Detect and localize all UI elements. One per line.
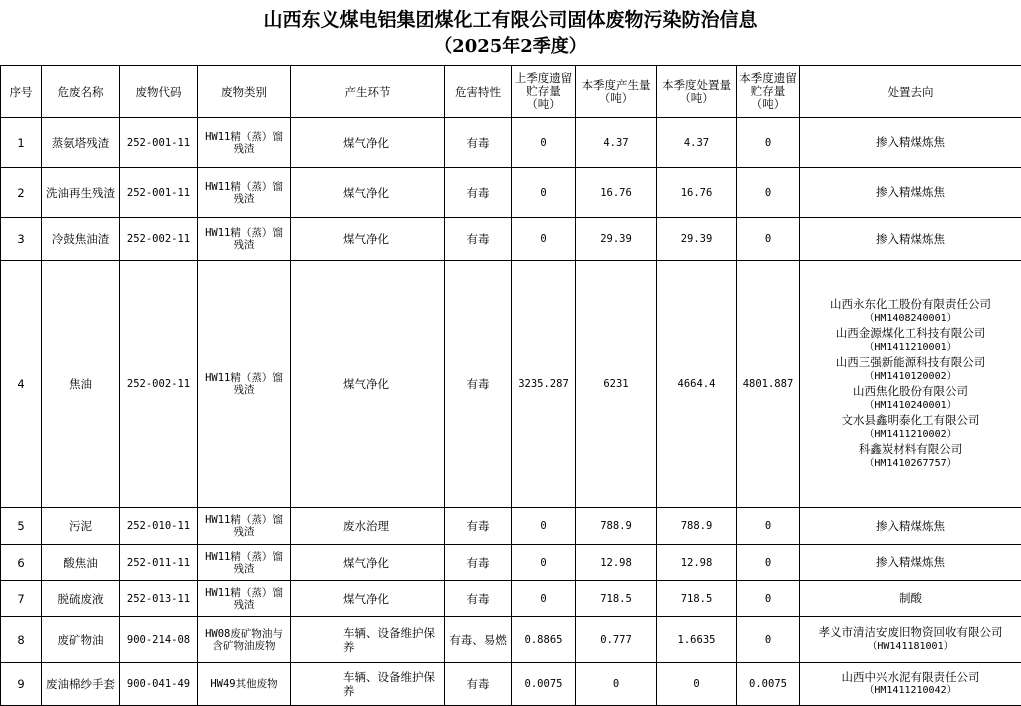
cell-no: 7	[1, 581, 42, 617]
cell-hazard: 有毒	[445, 581, 512, 617]
cell-hazard: 有毒	[445, 545, 512, 581]
cell-process: 煤气净化	[291, 168, 445, 218]
destination-name: 掺入精煤炼焦	[876, 135, 945, 150]
destination-name: 山西永东化工股份有限责任公司	[830, 297, 991, 311]
cell-stock: 0	[737, 168, 800, 218]
cell-destination	[800, 545, 1021, 581]
page-subtitle: （2025年2季度）	[434, 36, 587, 57]
cell-hazard: 有毒	[445, 663, 512, 706]
table-row	[1, 118, 1021, 168]
cell-code: 252-002-11	[120, 261, 198, 508]
cell-stock: 4801.887	[737, 261, 800, 508]
cell-destination	[800, 261, 1021, 508]
cell-prev-stock: 0.0075	[512, 663, 576, 706]
cell-process: 废水治理	[291, 508, 445, 545]
cell-disposed: 1.6635	[657, 617, 737, 663]
cell-produced: 718.5	[576, 581, 657, 617]
cell-process: 煤气净化	[291, 118, 445, 168]
cell-no: 2	[1, 168, 42, 218]
table-row	[1, 261, 1021, 508]
cell-category: HW49其他废物	[198, 663, 291, 706]
cell-no: 1	[1, 118, 42, 168]
cell-code: 252-011-11	[120, 545, 198, 581]
cell-hazard: 有毒	[445, 218, 512, 261]
cell-category: HW08废矿物油与含矿物油废物	[198, 617, 291, 663]
cell-name: 冷鼓焦油渣	[42, 218, 120, 261]
table-row	[1, 545, 1021, 581]
cell-hazard: 有毒	[445, 118, 512, 168]
waste-table	[0, 65, 1021, 706]
cell-process: 车辆、设备维护保养	[291, 663, 445, 706]
cell-produced: 788.9	[576, 508, 657, 545]
header-disposed: 本季度处置量（吨）	[657, 66, 737, 118]
header-hazard: 危害特性	[445, 66, 512, 118]
cell-produced: 0.777	[576, 617, 657, 663]
table-row	[1, 663, 1021, 706]
cell-code: 900-041-49	[120, 663, 198, 706]
cell-destination	[800, 508, 1021, 545]
cell-prev-stock: 0	[512, 118, 576, 168]
cell-produced: 29.39	[576, 218, 657, 261]
cell-disposed: 4.37	[657, 118, 737, 168]
cell-destination	[800, 218, 1021, 261]
cell-no: 6	[1, 545, 42, 581]
destination-license-code: （HM1410240001）	[864, 399, 957, 411]
destination-license-code: （HM1411210042）	[864, 685, 957, 696]
destination-name: 掺入精煤炼焦	[876, 185, 945, 200]
page-title: 山西东义煤电铝集团煤化工有限公司固体废物污染防治信息	[263, 9, 758, 31]
cell-code: 252-002-11	[120, 218, 198, 261]
destination-license-code: （HM1410120002）	[864, 370, 957, 382]
cell-name: 焦油	[42, 261, 120, 508]
table-row	[1, 508, 1021, 545]
cell-code: 252-010-11	[120, 508, 198, 545]
cell-code: 252-001-11	[120, 118, 198, 168]
cell-no: 3	[1, 218, 42, 261]
cell-stock: 0	[737, 118, 800, 168]
cell-category: HW11精（蒸）馏残渣	[198, 118, 291, 168]
cell-destination	[800, 581, 1021, 617]
cell-produced: 6231	[576, 261, 657, 508]
header-destination: 处置去向	[800, 66, 1021, 118]
cell-name: 污泥	[42, 508, 120, 545]
destination-license-code: （HM1411210001）	[864, 341, 957, 353]
cell-hazard: 有毒	[445, 168, 512, 218]
cell-stock: 0.0075	[737, 663, 800, 706]
header-produced: 本季度产生量（吨）	[576, 66, 657, 118]
header-process: 产生环节	[291, 66, 445, 118]
cell-prev-stock: 0	[512, 581, 576, 617]
cell-category: HW11精（蒸）馏残渣	[198, 581, 291, 617]
cell-prev-stock: 3235.287	[512, 261, 576, 508]
destination-name: 掺入精煤炼焦	[876, 231, 945, 246]
cell-category: HW11精（蒸）馏残渣	[198, 168, 291, 218]
table-body	[1, 118, 1021, 706]
cell-no: 4	[1, 261, 42, 508]
header-prev-stock: 上季度遗留贮存量（吨）	[512, 66, 576, 118]
cell-name: 废矿物油	[42, 617, 120, 663]
destination-name: 山西三强新能源科技有限公司	[835, 355, 986, 369]
title-block	[0, 0, 1021, 64]
cell-hazard: 有毒、易燃	[445, 617, 512, 663]
cell-disposed: 29.39	[657, 218, 737, 261]
header-name: 危废名称	[42, 66, 120, 118]
cell-name: 酸焦油	[42, 545, 120, 581]
cell-prev-stock: 0	[512, 508, 576, 545]
destination-name: 山西中兴水泥有限责任公司	[841, 669, 980, 684]
cell-no: 9	[1, 663, 42, 706]
destination-name: 掺入精煤炼焦	[876, 555, 945, 570]
cell-category: HW11精（蒸）馏残渣	[198, 508, 291, 545]
cell-stock: 0	[737, 617, 800, 663]
header-row	[1, 66, 1021, 118]
table-row	[1, 617, 1021, 663]
cell-prev-stock: 0	[512, 545, 576, 581]
destination-name: 制酸	[899, 591, 922, 606]
cell-produced: 0	[576, 663, 657, 706]
table-row	[1, 168, 1021, 218]
cell-name: 洗油再生残渣	[42, 168, 120, 218]
cell-stock: 0	[737, 545, 800, 581]
cell-produced: 16.76	[576, 168, 657, 218]
cell-category: HW11精（蒸）馏残渣	[198, 545, 291, 581]
cell-stock: 0	[737, 218, 800, 261]
cell-produced: 4.37	[576, 118, 657, 168]
destination-name: 科鑫炭材料有限公司	[858, 442, 963, 456]
cell-process: 煤气净化	[291, 581, 445, 617]
cell-destination	[800, 118, 1021, 168]
cell-process: 煤气净化	[291, 261, 445, 508]
destination-license-code: （HW141181001）	[867, 640, 954, 652]
cell-no: 8	[1, 617, 42, 663]
cell-hazard: 有毒	[445, 508, 512, 545]
table-row	[1, 581, 1021, 617]
cell-process: 煤气净化	[291, 218, 445, 261]
cell-prev-stock: 0	[512, 168, 576, 218]
cell-disposed: 718.5	[657, 581, 737, 617]
cell-disposed: 4664.4	[657, 261, 737, 508]
cell-disposed: 12.98	[657, 545, 737, 581]
cell-produced: 12.98	[576, 545, 657, 581]
destination-license-code: （HM1411210002）	[864, 428, 957, 440]
cell-disposed: 0	[657, 663, 737, 706]
cell-category: HW11精（蒸）馏残渣	[198, 218, 291, 261]
cell-code: 252-013-11	[120, 581, 198, 617]
destination-name: 山西焦化股份有限公司	[853, 384, 968, 398]
cell-destination	[800, 168, 1021, 218]
cell-disposed: 16.76	[657, 168, 737, 218]
cell-category: HW11精（蒸）馏残渣	[198, 261, 291, 508]
cell-name: 蒸氨塔残渣	[42, 118, 120, 168]
cell-destination	[800, 663, 1021, 706]
cell-destination	[800, 617, 1021, 663]
cell-disposed: 788.9	[657, 508, 737, 545]
cell-prev-stock: 0.8865	[512, 617, 576, 663]
destination-name: 掺入精煤炼焦	[876, 518, 945, 533]
destination-name: 孝义市清洁安废旧物资回收有限公司	[818, 625, 1003, 639]
destination-license-code: （HM1408240001）	[864, 312, 957, 324]
header-code: 废物代码	[120, 66, 198, 118]
destination-license-code: （HM1410267757）	[864, 457, 957, 469]
cell-process: 车辆、设备维护保养	[291, 617, 445, 663]
cell-hazard: 有毒	[445, 261, 512, 508]
cell-name: 脱硫废液	[42, 581, 120, 617]
cell-code: 900-214-08	[120, 617, 198, 663]
header-stock: 本季度遗留贮存量（吨）	[737, 66, 800, 118]
cell-prev-stock: 0	[512, 218, 576, 261]
destination-name: 文水县鑫明泰化工有限公司	[841, 413, 980, 427]
cell-code: 252-001-11	[120, 168, 198, 218]
destination-name: 山西金源煤化工科技有限公司	[835, 326, 986, 340]
table-row	[1, 218, 1021, 261]
header-no: 序号	[1, 66, 42, 118]
cell-process: 煤气净化	[291, 545, 445, 581]
cell-stock: 0	[737, 508, 800, 545]
cell-stock: 0	[737, 581, 800, 617]
cell-name: 废油棉纱手套	[42, 663, 120, 706]
cell-no: 5	[1, 508, 42, 545]
header-category: 废物类别	[198, 66, 291, 118]
